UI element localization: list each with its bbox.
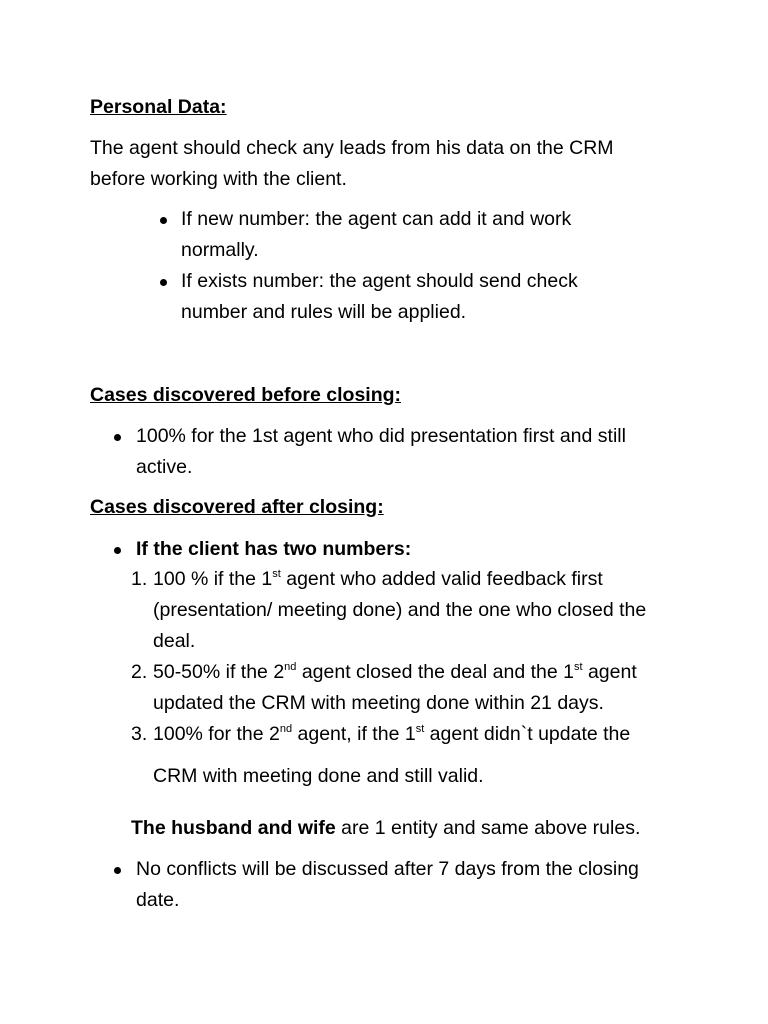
numbered-item-2: 2. 50-50% if the 2nd agent closed the deal and the 1st agent updated the CRM with meeting done within 21 days. xyxy=(131,660,637,714)
list-item: 100% for the 1st agent who did presentation first and still active. xyxy=(114,421,674,483)
bullet-icon xyxy=(114,547,121,554)
before-closing-heading: Cases discovered before closing: xyxy=(90,384,402,406)
husband-wife-note: The husband and wife are 1 entity and same above rules. xyxy=(131,817,641,839)
list-item: If the client has two numbers: xyxy=(114,534,674,565)
bullet-icon xyxy=(160,279,167,286)
personal-data-intro: The agent should check any leads from his data on the CRM before working with the client. xyxy=(90,137,614,190)
bullet-icon xyxy=(114,867,121,874)
list-item: If exists number: the agent should send check number and rules will be applied. xyxy=(160,266,630,328)
two-numbers-rules-list xyxy=(131,564,676,792)
personal-data-list xyxy=(160,204,630,328)
before-closing-list xyxy=(114,421,674,483)
final-list xyxy=(114,854,674,916)
bullet-icon xyxy=(160,217,167,224)
list-item: No conflicts will be discussed after 7 days from the closing date. xyxy=(114,854,674,916)
list-item: If new number: the agent can add it and work normally. xyxy=(160,204,630,266)
after-closing-heading: Cases discovered after closing: xyxy=(90,496,384,518)
numbered-item-1: 1. 100 % if the 1st agent who added valid feedback first (presentation/ meeting done) and the one who closed the deal. xyxy=(131,567,647,652)
bullet-icon xyxy=(114,434,121,441)
after-closing-list xyxy=(114,534,674,565)
personal-data-heading: Personal Data: xyxy=(90,96,227,118)
numbered-item-3: 3. 100% for the 2nd agent, if the 1st agent didn`t update the CRM with meeting done and still valid. xyxy=(131,722,631,787)
